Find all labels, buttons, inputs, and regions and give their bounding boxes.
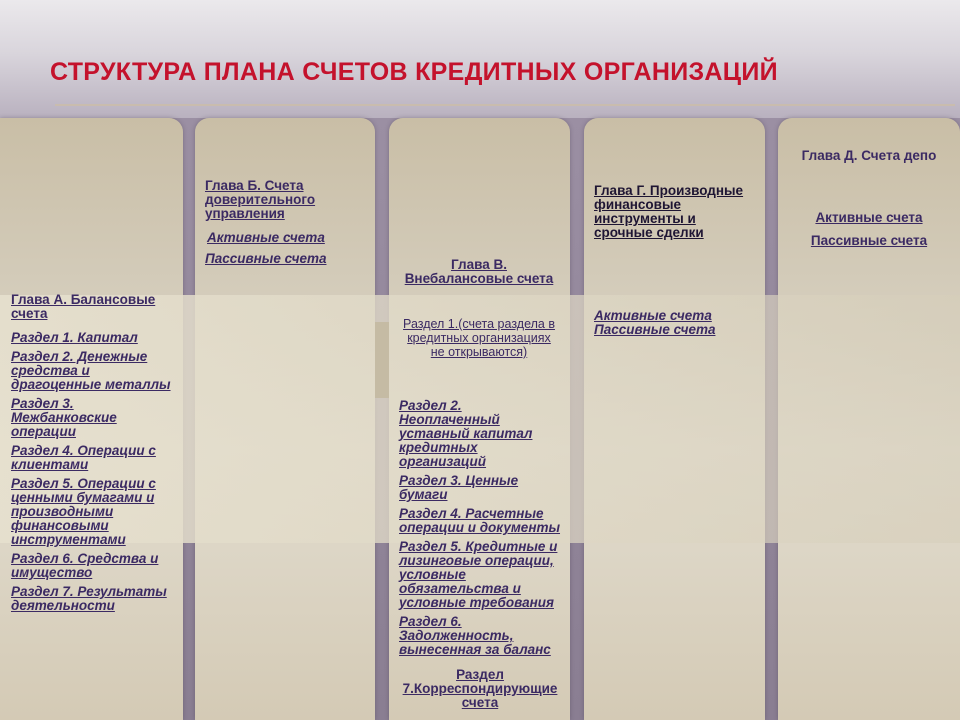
chapter-a-section-1[interactable]: Раздел 1. Капитал (11, 330, 138, 345)
chapter-v-section-1[interactable]: Раздел 1.(счета раздела в кредитных организациях не открываются) (403, 317, 555, 359)
chapter-v-section-7[interactable]: Раздел 7.Корреспондирующие счета (402, 667, 558, 710)
chapter-d-active-link[interactable]: Активные счета (815, 210, 923, 225)
chapter-v-section-2[interactable]: Раздел 2. Неоплаченный уставный капитал кредитных организаций (399, 398, 533, 469)
chapter-a-section-5[interactable]: Раздел 5. Операции с ценными бумагами и производными финансовыми инструментами (11, 476, 156, 547)
chapter-v-section-4[interactable]: Раздел 4. Расчетные операции и документы (399, 506, 561, 535)
chapter-b-passive-link[interactable]: Пассивные счета (205, 251, 327, 266)
chapter-b-heading[interactable]: Глава Б. Счета доверительного управления (205, 178, 316, 221)
chapter-v-heading[interactable]: Глава В. Внебалансовые счета (404, 257, 554, 286)
chapter-d-passive-link[interactable]: Пассивные счета (810, 233, 928, 248)
chapter-v-section-6[interactable]: Раздел 6. Задолженность, вынесенная за баланс (399, 614, 551, 657)
chapter-v-section-3[interactable]: Раздел 3. Ценные бумаги (399, 473, 519, 502)
connector-notch (375, 322, 389, 398)
chapter-d-heading: Глава Д. Счета депо (801, 148, 937, 163)
title-divider (55, 104, 955, 106)
chapter-a-section-7[interactable]: Раздел 7. Результаты деятельности (11, 584, 167, 613)
chapter-g-passive-link[interactable]: Пассивные счета (594, 322, 716, 337)
chapter-a-heading[interactable]: Глава А. Балансовые счета (11, 292, 156, 321)
page-title: СТРУКТУРА ПЛАНА СЧЕТОВ КРЕДИТНЫХ ОРГАНИЗАЦИЙ (50, 58, 778, 86)
chapter-g-heading[interactable]: Глава Г. Производные финансовые инструменты и срочные сделки (594, 183, 744, 240)
chapter-g-active-link[interactable]: Активные счета (594, 308, 712, 323)
chapter-a-section-6[interactable]: Раздел 6. Средства и имущество (11, 551, 159, 580)
chapter-a-section-2[interactable]: Раздел 2. Денежные средства и драгоценные металлы (11, 349, 171, 392)
chapter-a-section-3[interactable]: Раздел 3. Межбанковские операции (11, 396, 117, 439)
chapter-b-active-link[interactable]: Активные счета (207, 230, 325, 245)
chapter-a-section-4[interactable]: Раздел 4. Операции с клиентами (11, 443, 156, 472)
chapter-v-section-5[interactable]: Раздел 5. Кредитные и лизинговые операции, условные обязательства и условные требования (399, 539, 558, 610)
